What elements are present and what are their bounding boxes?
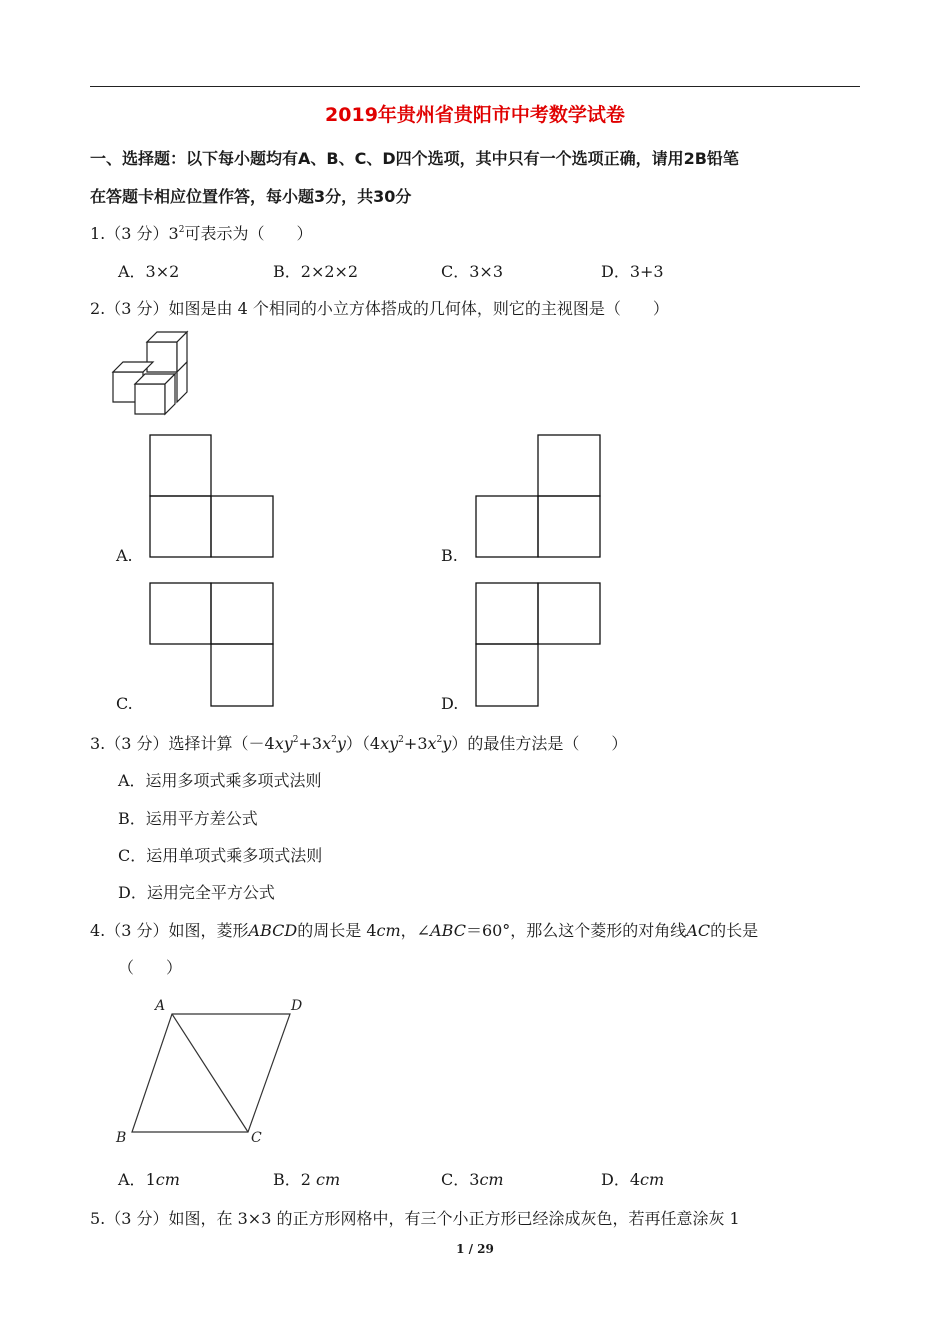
vertex-label-a: A xyxy=(155,998,166,1014)
q3-exponent: 2 xyxy=(398,735,404,745)
square xyxy=(538,583,600,644)
section-heading-line2: 在答题卡相应位置作答，每小题3分，共30分 xyxy=(90,187,412,206)
question-2-stem: 2.（3 分）如图是由 4 个相同的小立方体搭成的几何体，则它的主视图是（ ） xyxy=(90,299,669,318)
q3-text: +3 xyxy=(403,734,428,753)
q4-unit: cm xyxy=(376,921,401,940)
q2-option-c-label: C. xyxy=(116,694,133,713)
q4-option-c xyxy=(441,1167,504,1190)
option-value: 1 xyxy=(145,1170,156,1189)
q1-option-b: B．2×2×2 xyxy=(273,262,359,281)
diagonal-ac xyxy=(172,1014,248,1132)
square xyxy=(211,644,273,706)
question-3-stem xyxy=(90,731,627,754)
q4-text: ，∠ xyxy=(400,921,431,940)
q3-exponent: 2 xyxy=(331,735,337,745)
option-letter: A． xyxy=(118,1170,146,1189)
option-unit: cm xyxy=(640,1170,665,1189)
q4-text: ＝60°，那么这个菱形的对角线 xyxy=(465,921,687,940)
q3-option-a: A．运用多项式乘多项式法则 xyxy=(118,771,322,790)
q4-option-d xyxy=(601,1167,664,1190)
option-unit: cm xyxy=(479,1170,504,1189)
page-number: 1 / 29 xyxy=(456,1242,494,1256)
q1-option-a: A．3×2 xyxy=(118,262,180,281)
square xyxy=(538,496,600,557)
q3-exponent: 2 xyxy=(292,735,299,745)
q2-option-b-figure xyxy=(466,428,611,563)
square xyxy=(476,496,538,557)
option-unit: cm xyxy=(155,1170,180,1189)
question-4-stem-line2: （ ） xyxy=(118,958,183,977)
q3-text: 3.（3 分）选择计算（－4 xyxy=(90,734,275,753)
option-letter: D． xyxy=(601,1170,630,1189)
option-value: 3 xyxy=(469,1170,480,1189)
q3-option-b: B．运用平方差公式 xyxy=(118,809,258,828)
q2-option-b-label: B. xyxy=(441,546,458,565)
q4-text: 的长是 xyxy=(710,921,759,940)
square xyxy=(476,583,538,644)
q3-option-d: D．运用完全平方公式 xyxy=(118,883,275,902)
q2-option-d-figure xyxy=(466,576,611,711)
cube-stack-figure xyxy=(105,322,205,422)
q4-text: 4.（3 分）如图，菱形 xyxy=(90,921,249,940)
square xyxy=(150,583,211,644)
q1-text-post: 可表示为（ ） xyxy=(184,224,313,243)
section-heading-line1: 一、选择题：以下每小题均有A、B、C、D四个选项，其中只有一个选项正确，请用2B铅笔 xyxy=(90,149,739,168)
q2-option-a-label: A. xyxy=(116,546,133,565)
question-5-stem: 5.（3 分）如图，在 3×3 的正方形网格中，有三个小正方形已经涂成灰色，若再任意涂灰 1 xyxy=(90,1209,740,1228)
q4-var: ABC xyxy=(430,921,466,940)
q3-text: ）的最佳方法是（ ） xyxy=(451,734,628,753)
q3-var: y xyxy=(336,734,346,753)
q1-text-pre: 1.（3 分）3 xyxy=(90,224,179,243)
question-1-stem xyxy=(90,221,312,244)
q3-var: x xyxy=(322,734,332,753)
q3-var: y xyxy=(442,734,452,753)
q2-option-a-figure xyxy=(140,428,285,563)
q4-option-a xyxy=(118,1167,180,1190)
q1-option-c: C．3×3 xyxy=(441,262,504,281)
q1-exponent: 2 xyxy=(178,225,185,235)
rhombus-figure xyxy=(110,992,320,1147)
question-4-stem xyxy=(90,918,758,941)
q4-text: 的周长是 4 xyxy=(297,921,377,940)
page-title: 2019年贵州省贵阳市中考数学试卷 xyxy=(325,104,625,126)
rhombus-outline xyxy=(132,1014,290,1132)
square xyxy=(211,496,273,557)
vertex-label-c: C xyxy=(251,1130,262,1146)
q3-text: +3 xyxy=(298,734,323,753)
q4-var: AC xyxy=(686,921,711,940)
q2-option-d-label: D. xyxy=(441,694,459,713)
option-letter: B． xyxy=(273,1170,301,1189)
square xyxy=(211,583,273,644)
q1-option-d: D．3+3 xyxy=(601,262,664,281)
q2-option-c-figure xyxy=(140,576,285,711)
square xyxy=(150,435,211,496)
square xyxy=(476,644,538,706)
option-value: 4 xyxy=(629,1170,641,1189)
q3-text: ）（4 xyxy=(345,734,381,753)
q4-var: ABCD xyxy=(248,921,298,940)
q3-var: x xyxy=(427,734,437,753)
vertex-label-d: D xyxy=(291,998,303,1014)
header-rule xyxy=(90,86,860,87)
square xyxy=(150,496,211,557)
option-letter: C． xyxy=(441,1170,470,1189)
vertex-label-b: B xyxy=(116,1130,127,1146)
option-unit: cm xyxy=(316,1170,341,1189)
option-value: 2 xyxy=(300,1170,317,1189)
q3-var: xy xyxy=(274,734,293,753)
q3-var: xy xyxy=(380,734,399,753)
q4-option-b xyxy=(273,1167,340,1190)
q3-exponent: 2 xyxy=(436,735,443,745)
q3-option-c: C．运用单项式乘多项式法则 xyxy=(118,846,323,865)
cube-front-front xyxy=(135,384,165,414)
cube-top-front xyxy=(147,342,177,372)
square xyxy=(538,435,600,496)
